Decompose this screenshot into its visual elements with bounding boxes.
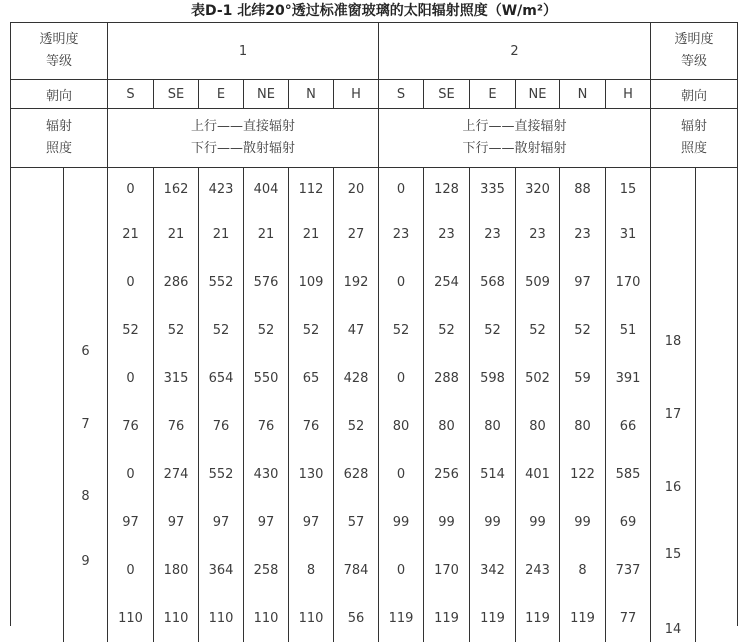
radiation-value-cell: 31 [606, 210, 651, 258]
note-direct: 上行——直接辐射 [190, 119, 295, 134]
hour-label: 16 [664, 480, 682, 495]
radiation-value-cell: 110 [289, 594, 334, 642]
solar-radiation-table [10, 22, 738, 637]
radiation-value-cell: 110 [199, 594, 244, 642]
direction-header-ne: NE [244, 80, 289, 109]
radiation-value-cell: 110 [154, 594, 199, 642]
radiation-value-cell: 654 [199, 354, 244, 402]
radiation-value-cell: 99 [424, 498, 470, 546]
radiation-value-cell: 628 [334, 450, 379, 498]
radiation-value-cell: 21 [108, 210, 154, 258]
radiation-value-cell: 97 [560, 258, 606, 306]
direction-header-e: E [470, 80, 516, 109]
radiation-value-cell: 52 [516, 306, 560, 354]
radiation-value-cell: 552 [199, 258, 244, 306]
radiation-value-cell: 23 [470, 210, 516, 258]
radiation-line2: 照度 [680, 141, 707, 156]
radiation-value-cell: 76 [289, 402, 334, 450]
radiation-value-cell: 99 [560, 498, 606, 546]
radiation-value-cell: 56 [334, 594, 379, 642]
hour-column-right [651, 168, 696, 642]
transparency-line1: 透明度 [674, 32, 714, 47]
radiation-value-cell: 170 [606, 258, 651, 306]
radiation-value-cell: 585 [606, 450, 651, 498]
radiation-value-cell: 20 [334, 168, 379, 210]
radiation-value-cell: 0 [108, 546, 154, 594]
direction-header-se: SE [154, 80, 199, 109]
transparency-line2: 等级 [45, 54, 72, 69]
radiation-value-cell: 21 [154, 210, 199, 258]
radiation-value-cell: 112 [289, 168, 334, 210]
hour-column-left [64, 168, 108, 642]
radiation-value-cell: 286 [154, 258, 199, 306]
radiation-value-cell: 52 [424, 306, 470, 354]
radiation-value-cell: 52 [108, 306, 154, 354]
radiation-note-right [379, 109, 651, 168]
hour-label: 7 [81, 417, 90, 432]
radiation-value-cell: 15 [606, 168, 651, 210]
spacer-column-left [11, 168, 64, 642]
radiation-value-cell: 550 [244, 354, 289, 402]
hour-label: 17 [664, 407, 682, 422]
radiation-value-cell: 364 [199, 546, 244, 594]
orientation-header-right: 朝向 [651, 80, 737, 109]
hour-label: 18 [664, 334, 682, 349]
radiation-value-cell: 8 [289, 546, 334, 594]
radiation-value-cell: 59 [560, 354, 606, 402]
radiation-value-cell: 76 [244, 402, 289, 450]
radiation-value-cell: 514 [470, 450, 516, 498]
direction-header-s: S [379, 80, 424, 109]
radiation-value-cell: 243 [516, 546, 560, 594]
radiation-value-cell: 0 [379, 258, 424, 306]
radiation-value-cell: 598 [470, 354, 516, 402]
radiation-value-cell: 99 [379, 498, 424, 546]
radiation-value-cell: 119 [516, 594, 560, 642]
radiation-value-cell: 51 [606, 306, 651, 354]
direction-header-e: E [199, 80, 244, 109]
radiation-value-cell: 122 [560, 450, 606, 498]
radiation-value-cell: 0 [379, 168, 424, 210]
radiation-value-cell: 737 [606, 546, 651, 594]
radiation-value-cell: 23 [424, 210, 470, 258]
transparency-grade-header-left [11, 23, 108, 80]
direction-header-n: N [289, 80, 334, 109]
radiation-value-cell: 335 [470, 168, 516, 210]
radiation-value-cell: 0 [379, 450, 424, 498]
radiation-value-cell: 80 [516, 402, 560, 450]
radiation-value-cell: 99 [516, 498, 560, 546]
grade-2-header: 2 [379, 23, 651, 80]
radiation-value-cell: 27 [334, 210, 379, 258]
radiation-value-cell: 110 [108, 594, 154, 642]
radiation-value-cell: 52 [334, 402, 379, 450]
radiation-value-cell: 52 [199, 306, 244, 354]
hour-label: 14 [664, 622, 682, 637]
direction-header-s: S [108, 80, 154, 109]
transparency-line1: 透明度 [39, 32, 79, 47]
orientation-header-left: 朝向 [11, 80, 108, 109]
radiation-value-cell: 784 [334, 546, 379, 594]
radiation-value-cell: 52 [379, 306, 424, 354]
radiation-value-cell: 162 [154, 168, 199, 210]
radiation-value-cell: 274 [154, 450, 199, 498]
radiation-line1: 辐射 [680, 119, 707, 134]
radiation-value-cell: 52 [244, 306, 289, 354]
radiation-value-cell: 180 [154, 546, 199, 594]
radiation-value-cell: 97 [289, 498, 334, 546]
hour-label: 6 [81, 344, 90, 359]
radiation-value-cell: 23 [516, 210, 560, 258]
direction-header-n: N [560, 80, 606, 109]
direction-header-h: H [606, 80, 651, 109]
radiation-value-cell: 76 [199, 402, 244, 450]
radiation-value-cell: 97 [154, 498, 199, 546]
radiation-value-cell: 66 [606, 402, 651, 450]
note-diffuse: 下行——散射辐射 [190, 141, 295, 156]
hour-label: 8 [81, 489, 90, 504]
table-title: 表D-1 北纬20°透过标准窗玻璃的太阳辐射照度（W/m²） [190, 3, 558, 19]
radiation-value-cell: 391 [606, 354, 651, 402]
radiation-value-cell: 76 [154, 402, 199, 450]
radiation-value-cell: 97 [108, 498, 154, 546]
radiation-value-cell: 509 [516, 258, 560, 306]
radiation-value-cell: 47 [334, 306, 379, 354]
note-diffuse: 下行——散射辐射 [462, 141, 567, 156]
radiation-value-cell: 21 [199, 210, 244, 258]
grade-1-header: 1 [108, 23, 379, 80]
radiation-value-cell: 0 [108, 354, 154, 402]
direction-header-h: H [334, 80, 379, 109]
radiation-value-cell: 423 [199, 168, 244, 210]
radiation-line1: 辐射 [45, 119, 72, 134]
transparency-grade-header-right [651, 23, 737, 80]
radiation-value-cell: 69 [606, 498, 651, 546]
radiation-value-cell: 568 [470, 258, 516, 306]
radiation-value-cell: 192 [334, 258, 379, 306]
radiation-value-cell: 288 [424, 354, 470, 402]
radiation-value-cell: 170 [424, 546, 470, 594]
radiation-value-cell: 130 [289, 450, 334, 498]
radiation-value-cell: 65 [289, 354, 334, 402]
radiation-value-cell: 315 [154, 354, 199, 402]
radiation-value-cell: 109 [289, 258, 334, 306]
radiation-value-cell: 52 [154, 306, 199, 354]
radiation-value-cell: 401 [516, 450, 560, 498]
radiation-value-cell: 77 [606, 594, 651, 642]
radiation-header-right [651, 109, 737, 168]
radiation-value-cell: 52 [560, 306, 606, 354]
radiation-value-cell: 110 [244, 594, 289, 642]
note-direct: 上行——直接辐射 [462, 119, 567, 134]
radiation-value-cell: 97 [199, 498, 244, 546]
radiation-value-cell: 99 [470, 498, 516, 546]
radiation-value-cell: 0 [108, 450, 154, 498]
radiation-value-cell: 8 [560, 546, 606, 594]
radiation-value-cell: 342 [470, 546, 516, 594]
radiation-value-cell: 52 [289, 306, 334, 354]
radiation-value-cell: 80 [560, 402, 606, 450]
radiation-value-cell: 502 [516, 354, 560, 402]
radiation-value-cell: 88 [560, 168, 606, 210]
radiation-value-cell: 256 [424, 450, 470, 498]
radiation-value-cell: 119 [379, 594, 424, 642]
radiation-value-cell: 80 [424, 402, 470, 450]
radiation-value-cell: 404 [244, 168, 289, 210]
hour-label: 9 [81, 554, 90, 569]
radiation-note-left [108, 109, 379, 168]
radiation-value-cell: 57 [334, 498, 379, 546]
hour-label: 15 [664, 547, 682, 562]
radiation-line2: 照度 [45, 141, 72, 156]
direction-header-se: SE [424, 80, 470, 109]
radiation-value-cell: 0 [379, 546, 424, 594]
radiation-value-cell: 128 [424, 168, 470, 210]
radiation-value-cell: 52 [470, 306, 516, 354]
radiation-value-cell: 119 [560, 594, 606, 642]
radiation-value-cell: 97 [244, 498, 289, 546]
transparency-line2: 等级 [680, 54, 707, 69]
radiation-value-cell: 428 [334, 354, 379, 402]
radiation-value-cell: 21 [289, 210, 334, 258]
radiation-value-cell: 258 [244, 546, 289, 594]
direction-header-ne: NE [516, 80, 560, 109]
radiation-value-cell: 119 [470, 594, 516, 642]
radiation-value-cell: 80 [379, 402, 424, 450]
radiation-header-left [11, 109, 108, 168]
radiation-value-cell: 23 [379, 210, 424, 258]
radiation-value-cell: 254 [424, 258, 470, 306]
radiation-value-cell: 80 [470, 402, 516, 450]
radiation-value-cell: 76 [108, 402, 154, 450]
radiation-value-cell: 0 [108, 168, 154, 210]
radiation-value-cell: 119 [424, 594, 470, 642]
radiation-value-cell: 430 [244, 450, 289, 498]
radiation-value-cell: 23 [560, 210, 606, 258]
radiation-value-cell: 320 [516, 168, 560, 210]
radiation-value-cell: 576 [244, 258, 289, 306]
radiation-value-cell: 0 [379, 354, 424, 402]
radiation-value-cell: 21 [244, 210, 289, 258]
radiation-value-cell: 0 [108, 258, 154, 306]
spacer-column-right [696, 168, 737, 642]
radiation-value-cell: 552 [199, 450, 244, 498]
